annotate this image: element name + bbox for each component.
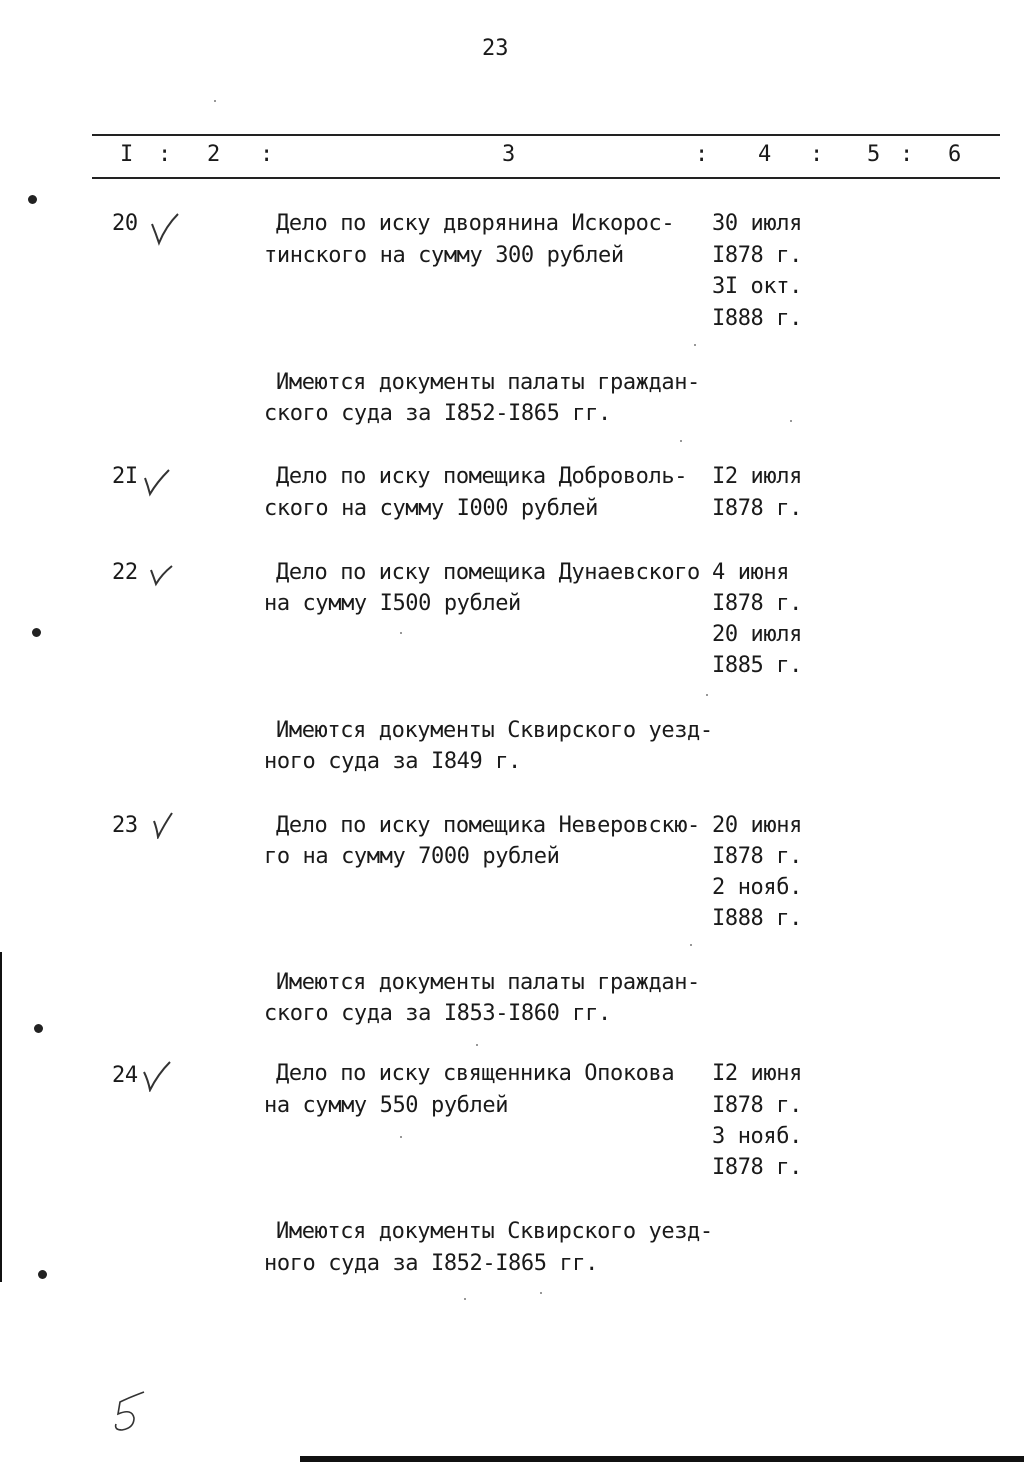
scan-speck (790, 420, 792, 422)
check-mark-icon (150, 805, 180, 839)
header-bottom-rule (92, 177, 1000, 179)
scan-speck (706, 694, 708, 696)
scan-speck (680, 440, 682, 442)
entry-date-line: 2 нояб. (712, 875, 802, 900)
entry-date-line: I878 г. (712, 1093, 802, 1118)
entry-description-line: Дело по иску помещика Неверовскю- (276, 813, 700, 838)
entry-date-line: I878 г. (712, 1155, 802, 1180)
column-separator: : (695, 142, 709, 167)
scan-speck (476, 1044, 478, 1046)
entry-date-line: I878 г. (712, 496, 802, 521)
column-header-2: 2 (207, 142, 221, 167)
entry-number: 20 (112, 211, 138, 236)
binding-hole-dot (28, 195, 37, 204)
scan-speck (214, 100, 216, 102)
binding-hole-dot (32, 628, 41, 637)
scan-speck (694, 344, 696, 346)
check-mark-icon (150, 212, 180, 246)
entry-date-line: 4 июня (712, 560, 790, 585)
entry-date-line: 20 июля (712, 622, 802, 647)
entry-date-line: 30 июля (712, 211, 802, 236)
entry-description-line: Дело по иску дворянина Искорос- (276, 211, 675, 236)
column-header-4: 4 (758, 142, 772, 167)
entry-date-line: I878 г. (712, 591, 802, 616)
entry-description-line: на сумму I500 рублей (264, 591, 521, 616)
column-header-6: 6 (948, 142, 962, 167)
entry-number: 23 (112, 813, 138, 838)
entry-number: 22 (112, 560, 138, 585)
entry-description-line: ского на сумму I000 рублей (264, 496, 598, 521)
scan-bottom-edge (300, 1456, 1024, 1462)
entry-date-line: I878 г. (712, 844, 802, 869)
entry-note-line: Имеются документы Сквирского уезд- (276, 1219, 713, 1244)
entry-number: 2I (112, 464, 138, 489)
entry-date-line: I885 г. (712, 653, 802, 678)
entry-date-line: 3I окт. (712, 274, 802, 299)
column-header-5: 5 (867, 142, 881, 167)
entry-description-line: Дело по иску священника Опокова (276, 1061, 675, 1086)
scan-speck (400, 632, 402, 634)
entry-date-line: I878 г. (712, 243, 802, 268)
column-separator: : (260, 142, 274, 167)
scan-speck (690, 944, 692, 946)
entry-date-line: I2 июня (712, 1061, 802, 1086)
column-separator: : (810, 142, 824, 167)
entry-note-line: Имеются документы палаты граждан- (276, 370, 700, 395)
entry-description-line: на сумму 550 рублей (264, 1093, 509, 1118)
scan-left-edge (0, 952, 2, 1282)
scan-speck (540, 1292, 542, 1294)
entry-description-line: Дело по иску помещика Доброволь- (276, 464, 688, 489)
entry-date-line: I888 г. (712, 306, 802, 331)
column-separator: : (158, 142, 172, 167)
entry-date-line: I888 г. (712, 906, 802, 931)
entry-description-line: го на сумму 7000 рублей (264, 844, 560, 869)
entry-description-line: Дело по иску помещика Дунаевского (276, 560, 700, 585)
entry-note-line: ского суда за I853-I860 гг. (264, 1001, 611, 1026)
entry-description-line: тинского на сумму 300 рублей (264, 243, 624, 268)
binding-hole-dot (34, 1024, 43, 1033)
entry-number: 24 (112, 1063, 138, 1088)
entry-date-line: 3 нояб. (712, 1124, 802, 1149)
check-mark-icon (148, 560, 178, 594)
binding-hole-dot (38, 1270, 47, 1279)
entry-note-line: ного суда за I849 г. (264, 749, 521, 774)
column-header-1: I (120, 142, 134, 167)
scan-speck (400, 1136, 402, 1138)
handwritten-mark (104, 1388, 152, 1436)
entry-note-line: Имеются документы палаты граждан- (276, 970, 700, 995)
scan-speck (464, 1298, 466, 1300)
column-separator: : (900, 142, 914, 167)
header-top-rule (92, 134, 1000, 136)
entry-note-line: Имеются документы Сквирского уезд- (276, 718, 713, 743)
check-mark-icon (142, 466, 172, 500)
page-number: 23 (482, 36, 509, 61)
entry-note-line: ного суда за I852-I865 гг. (264, 1251, 598, 1276)
entry-date-line: I2 июля (712, 464, 802, 489)
entry-date-line: 20 июня (712, 813, 802, 838)
check-mark-icon (142, 1058, 172, 1092)
entry-note-line: ского суда за I852-I865 гг. (264, 401, 611, 426)
column-header-3: 3 (502, 142, 516, 167)
